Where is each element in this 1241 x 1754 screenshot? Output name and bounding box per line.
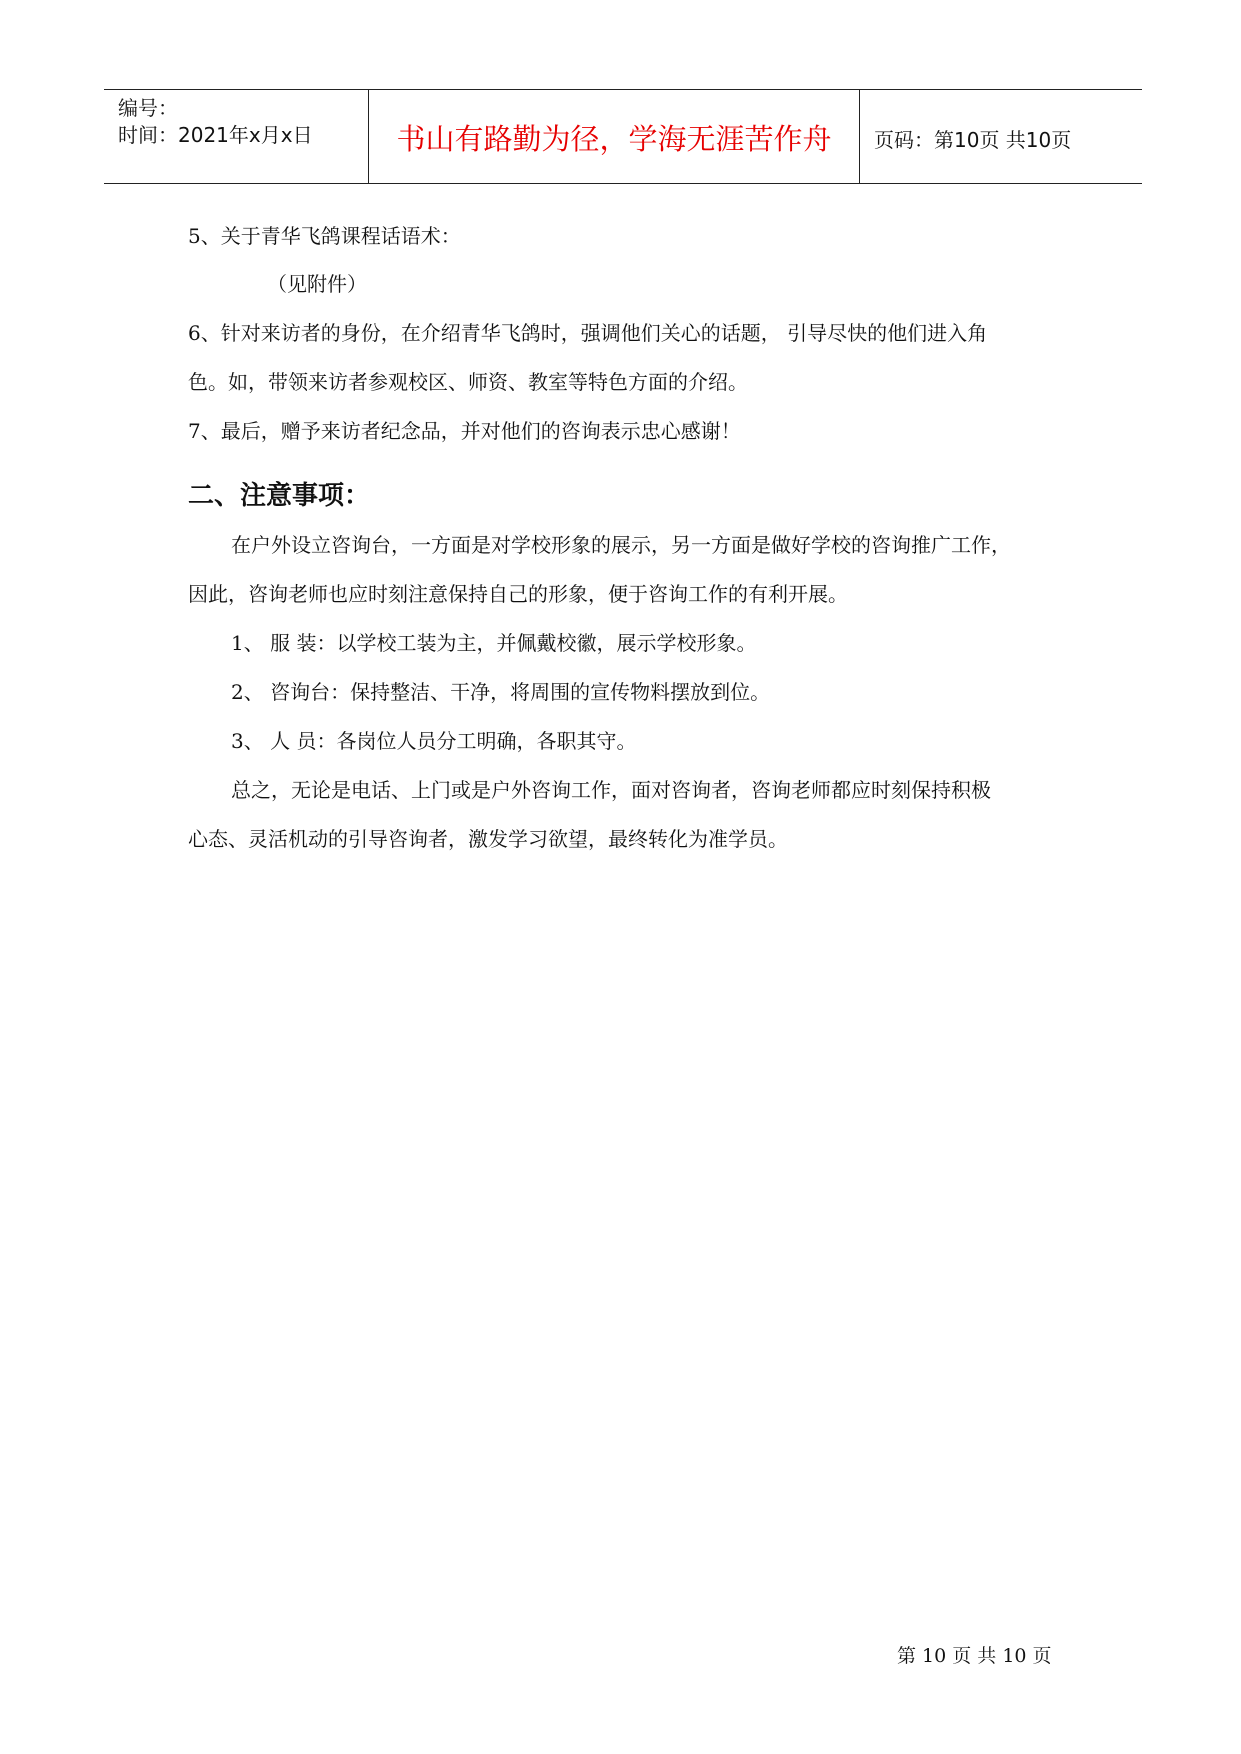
page-footer: 第 10 页 共 10 页 — [897, 1645, 1052, 1667]
item-5-note: （见附件） — [267, 272, 367, 296]
document-date: 时间：2021年x月x日 — [118, 123, 313, 147]
intro-line-2: 因此，咨询老师也应时刻注意保持自己的形象，便于咨询工作的有利开展。 — [188, 582, 848, 606]
header-page-cell — [860, 90, 1142, 183]
item-7: 7、最后，赠予来访者纪念品，并对他们的咨询表示忠心感谢！ — [188, 419, 741, 443]
summary-line-2: 心态、灵活机动的引导咨询者，激发学习欲望，最终转化为准学员。 — [188, 827, 788, 851]
note-item-1: 1、 服 装：以学校工装为主，并佩戴校徽，展示学校形象。 — [231, 631, 757, 655]
note-item-2: 2、 咨询台：保持整洁、干净，将周围的宣传物料摆放到位。 — [231, 680, 771, 704]
intro-line-1: 在户外设立咨询台，一方面是对学校形象的展示，另一方面是做好学校的咨询推广工作， — [231, 533, 1011, 557]
header-slogan-cell — [369, 90, 860, 183]
slogan: 书山有路勤为径，学海无涯苦作舟 — [396, 122, 832, 156]
header-info-cell — [104, 90, 369, 183]
document-header — [104, 89, 1142, 184]
item-5: 5、关于青华飞鸽课程话语术： — [188, 224, 461, 248]
summary-line-1: 总之，无论是电话、上门或是户外咨询工作，面对咨询者，咨询老师都应时刻保持积极 — [231, 778, 991, 802]
item-6-line-2: 色。如，带领来访者参观校区、师资、教室等特色方面的介绍。 — [188, 370, 748, 394]
header-page-code: 页码：第10页 共10页 — [874, 128, 1072, 152]
section-heading: 二、注意事项： — [188, 481, 371, 511]
document-number: 编号： — [118, 96, 178, 120]
item-6-line-1: 6、针对来访者的身份，在介绍青华飞鸽时，强调他们关心的话题， 引导尽快的他们进入角 — [188, 321, 988, 345]
note-item-3: 3、 人 员：各岗位人员分工明确，各职其守。 — [231, 729, 637, 753]
